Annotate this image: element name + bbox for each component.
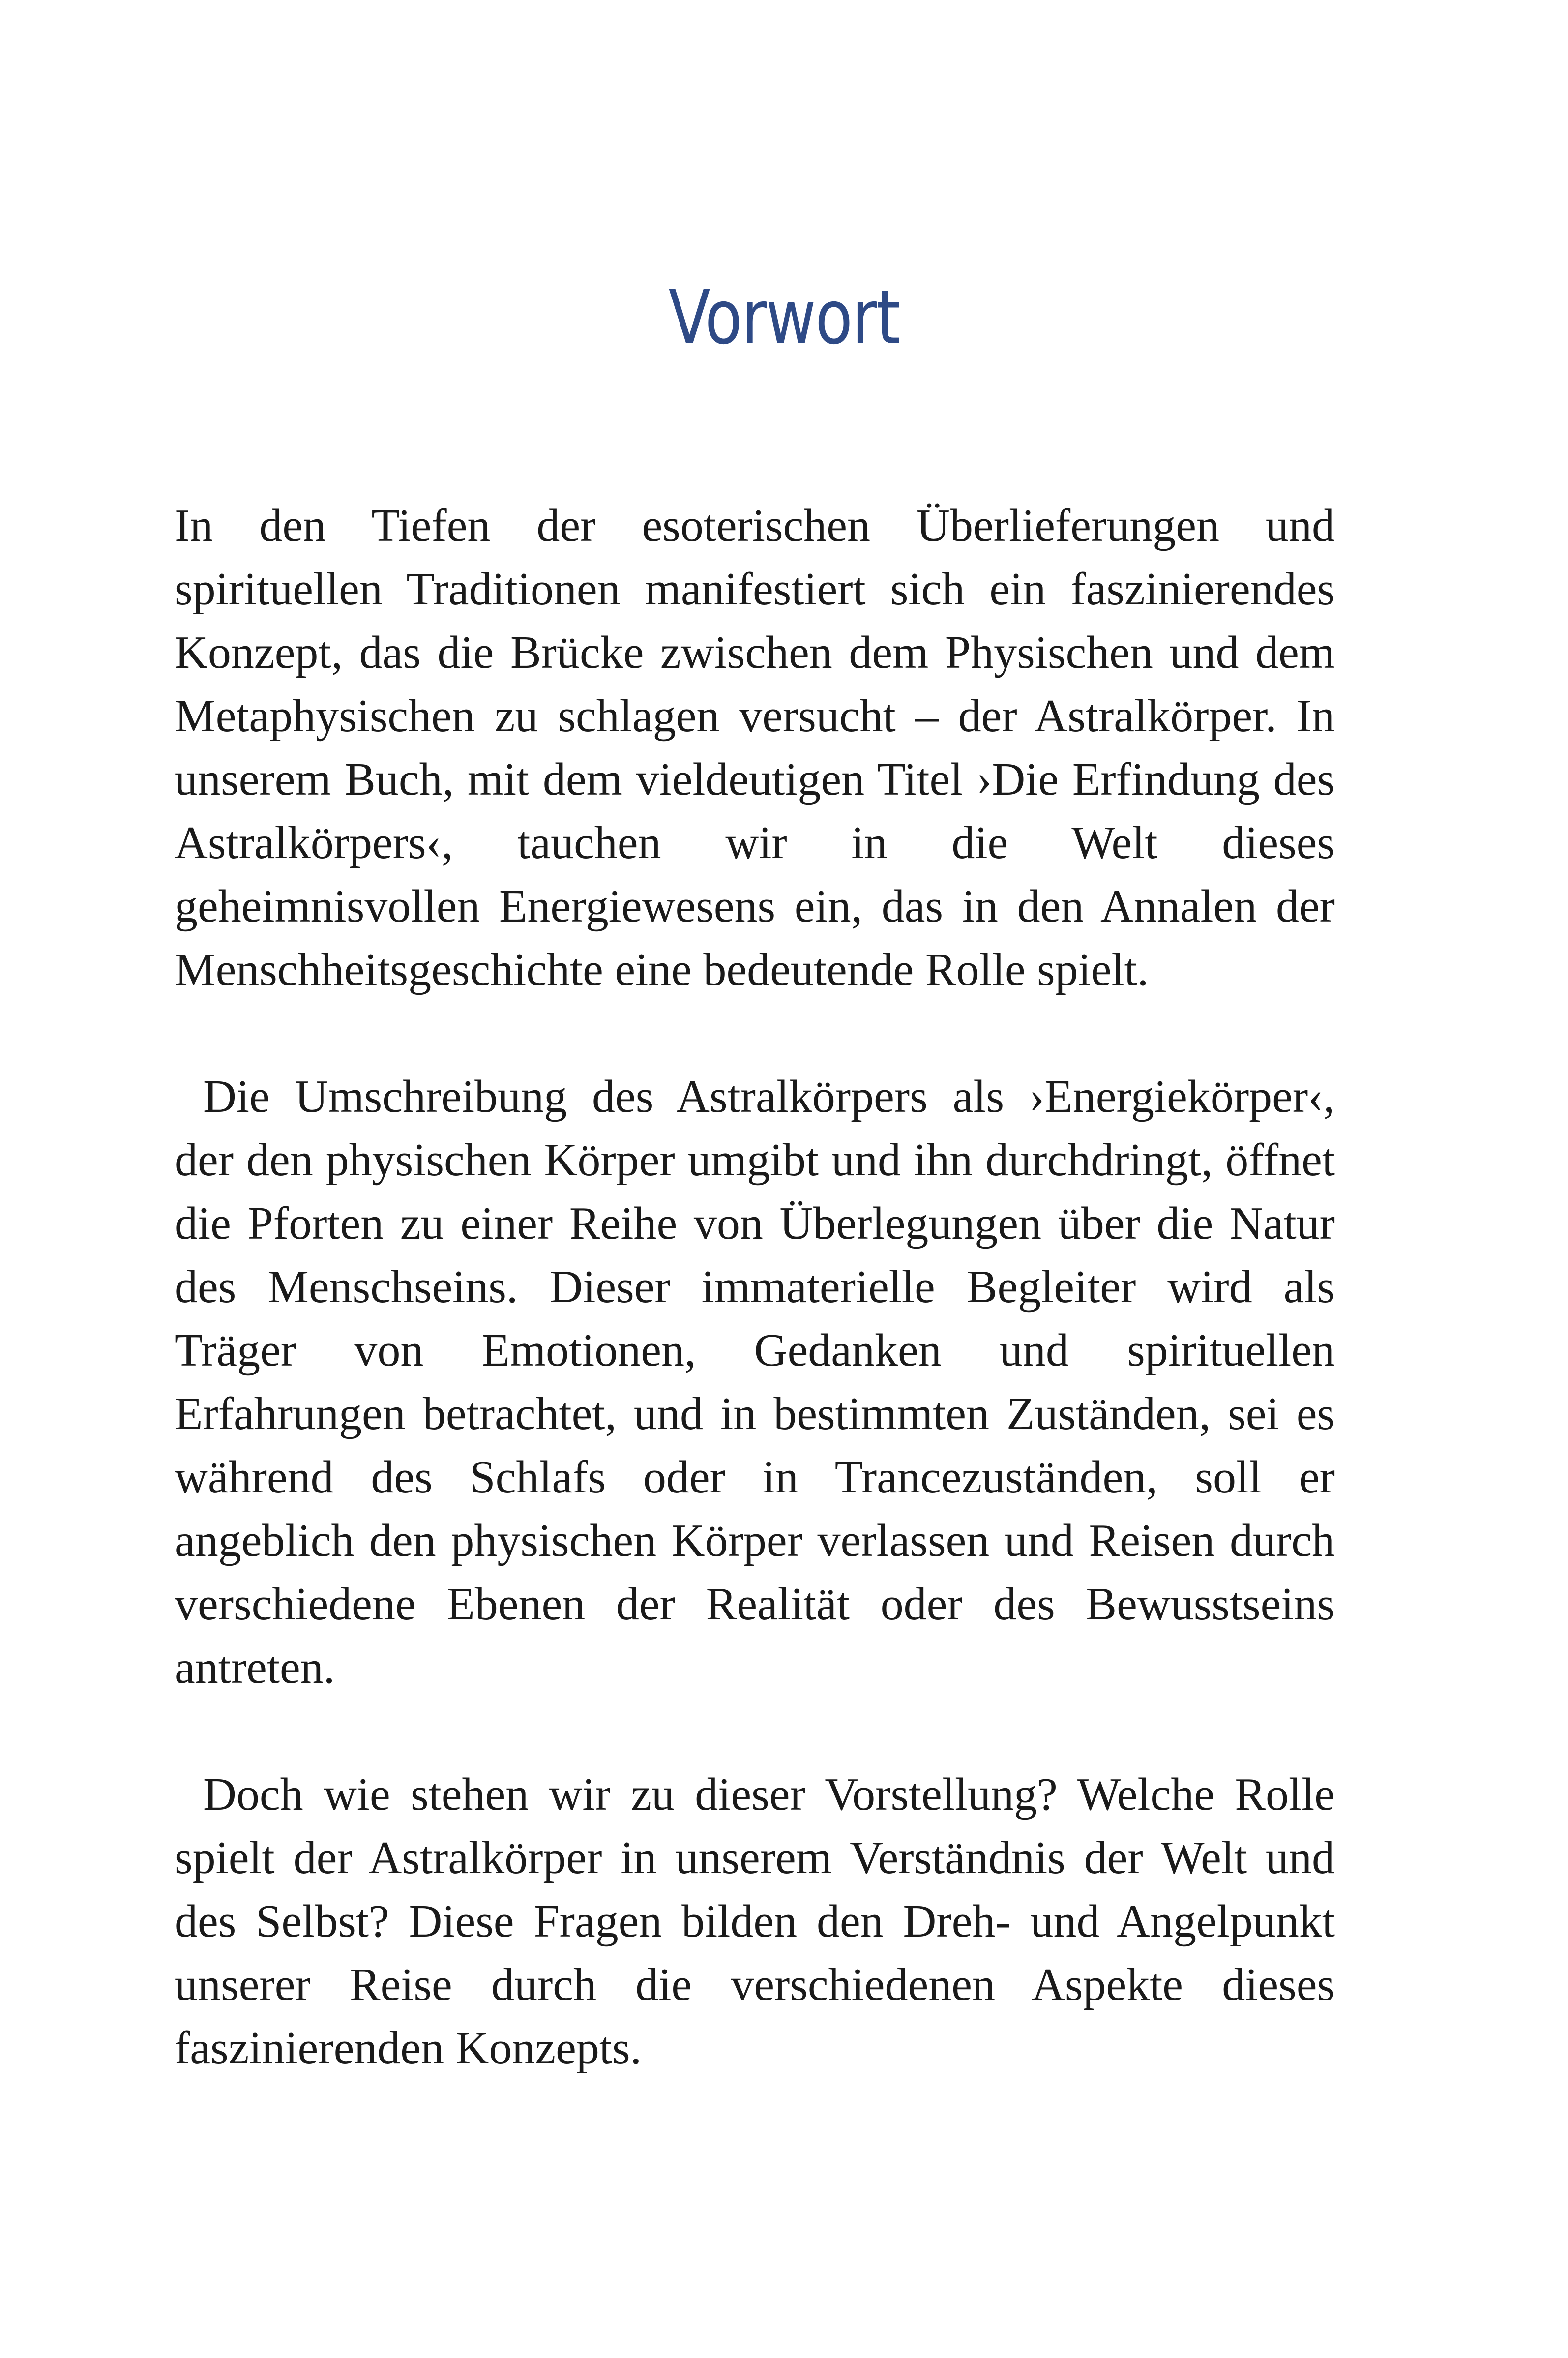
chapter-title: Vorwort [668, 274, 900, 361]
paragraph-2: Die Umschreibung des Astralkörpers als ›Energiekörper‹, der den physischen Körper umgibt und ihn durchdringt, öffnet die Pforten zu einer Reihe von Überlegungen über die Natur des Menschseins. Dieser immaterielle Begleiter wird als Träger von Emotionen, Gedanken und spirituellen Erfahrungen betrachtet, und in bestimmten Zuständen, sei es während des Schlafs oder in Trancezuständen, soll er angeblich den physischen Körper verlassen und Reisen durch verschiedene Ebenen der Realität oder des Bewusstseins antreten. [175, 1071, 1335, 1693]
paragraph-1: In den Tiefen der esoterischen Überlieferungen und spirituellen Traditionen manifestiert sich ein faszinierendes Konzept, das die Brücke zwischen dem Physischen und dem Metaphysischen zu schlagen versucht – der Astralkörper. In unserem Buch, mit dem vieldeutigen Titel ›Die Erfindung des Astralkörpers‹, tauchen wir in die Welt dieses geheimnisvollen Energiewesens ein, das in den Annalen der Menschheitsgeschichte eine bedeutende Rolle spielt. [175, 500, 1335, 995]
body-text [175, 494, 1335, 2144]
paragraph-3: Doch wie stehen wir zu dieser Vorstellung? Welche Rolle spielt der Astralkörper in unserem Verständnis der Welt und des Selbst? Diese Fragen bilden den Dreh- und Angelpunkt unserer Reise durch die verschiedenen Aspekte dieses faszinierenden Konzepts. [175, 1769, 1335, 2074]
